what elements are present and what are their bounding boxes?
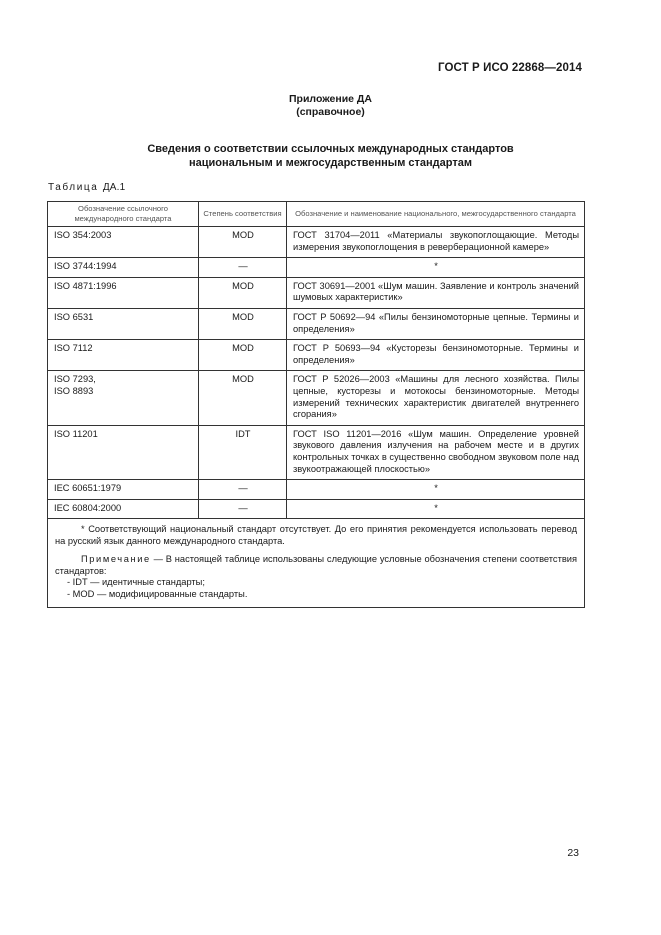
degree-cell: — [199, 480, 287, 500]
header-degree: Степень соответствия [199, 202, 287, 227]
table-header-row [48, 202, 585, 227]
table-row [48, 308, 585, 339]
header-national-standard: Обозначение и наименование национального, межгосударственного стандарта [287, 202, 585, 227]
degree-cell: MOD [199, 227, 287, 258]
ref-cell: ISO 11201 [48, 425, 199, 479]
legend-item: - MOD — модифицированные стандарты. [67, 589, 248, 600]
table-row [48, 258, 585, 278]
ref-cell [48, 371, 199, 425]
desc-cell: ГОСТ Р 52026—2003 «Машины для лесного хозяйства. Пилы цепные, кусторезы и мотокосы бензиномоторные. Методы измерений технических характеристик двигателей внутреннего сгорания» [287, 371, 585, 425]
ref-line: ISO 7293, [54, 374, 96, 385]
ref-line: ISO 8893 [54, 385, 94, 396]
table-row [48, 340, 585, 371]
table-row [48, 227, 585, 258]
degree-cell: IDT [199, 425, 287, 479]
ref-cell: ISO 7112 [48, 340, 199, 371]
document-id: ГОСТ Р ИСО 22868—2014 [437, 62, 582, 74]
table-caption-number: ДА.1 [102, 182, 126, 193]
desc-cell: ГОСТ 31704—2011 «Материалы звукопоглощающие. Методы измерения звукопоглощения в реверберационной камере» [287, 227, 585, 258]
desc-cell: * [287, 258, 585, 278]
degree-cell: MOD [199, 277, 287, 308]
note-label: Примечание [81, 553, 151, 564]
ref-cell: ISO 6531 [48, 308, 199, 339]
table-notes [48, 519, 585, 608]
desc-cell: * [287, 480, 585, 500]
section-heading [60, 142, 601, 170]
legend-item: - IDT — идентичные стандарты; [67, 577, 205, 588]
table-row [48, 480, 585, 500]
desc-cell: ГОСТ ISO 11201—2016 «Шум машин. Определение уровней звукового давления излучения на рабочем месте и в других контрольных точках в существенно свободном звуковом поле над звукоотражающей плоскостью» [287, 425, 585, 479]
note-text: — В настоящей таблице использованы следующие условные обозначения степени соответствия стандартов: [55, 553, 577, 576]
table-caption [48, 182, 125, 193]
annex-subtitle: (справочное) [296, 106, 365, 118]
desc-cell: * [287, 499, 585, 519]
footnote: * Соответствующий национальный стандарт отсутствует. До его принятия рекомендуется использовать перевод на русский язык данного международного стандарта. [55, 524, 577, 547]
ref-cell: ISO 354:2003 [48, 227, 199, 258]
note [55, 554, 577, 578]
degree-cell: — [199, 258, 287, 278]
desc-cell: ГОСТ 30691—2001 «Шум машин. Заявление и контроль значений шумовых характеристик» [287, 277, 585, 308]
heading-line-1: Сведения о соответствии ссылочных международных стандартов [147, 143, 514, 155]
header-ref-standard: Обозначение ссылочного международного стандарта [48, 202, 199, 227]
degree-cell: MOD [199, 371, 287, 425]
page-number: 23 [567, 847, 579, 859]
table-caption-word: Таблица [48, 182, 99, 193]
ref-cell: ISO 4871:1996 [48, 277, 199, 308]
standards-table [47, 201, 585, 608]
heading-line-2: национальным и межгосударственным стандартам [189, 157, 472, 169]
annex-title: Приложение ДА [289, 93, 372, 105]
table-row [48, 277, 585, 308]
degree-cell: MOD [199, 340, 287, 371]
ref-cell: IEC 60651:1979 [48, 480, 199, 500]
degree-cell: — [199, 499, 287, 519]
table-row [48, 371, 585, 425]
table-notes-row [48, 519, 585, 608]
table-row [48, 499, 585, 519]
degree-cell: MOD [199, 308, 287, 339]
table-row [48, 425, 585, 479]
desc-cell: ГОСТ Р 50693—94 «Кусторезы бензиномоторные. Термины и определения» [287, 340, 585, 371]
ref-cell: IEC 60804:2000 [48, 499, 199, 519]
annex-title-block [0, 93, 661, 119]
ref-cell: ISO 3744:1994 [48, 258, 199, 278]
desc-cell: ГОСТ Р 50692—94 «Пилы бензиномоторные цепные. Термины и определения» [287, 308, 585, 339]
